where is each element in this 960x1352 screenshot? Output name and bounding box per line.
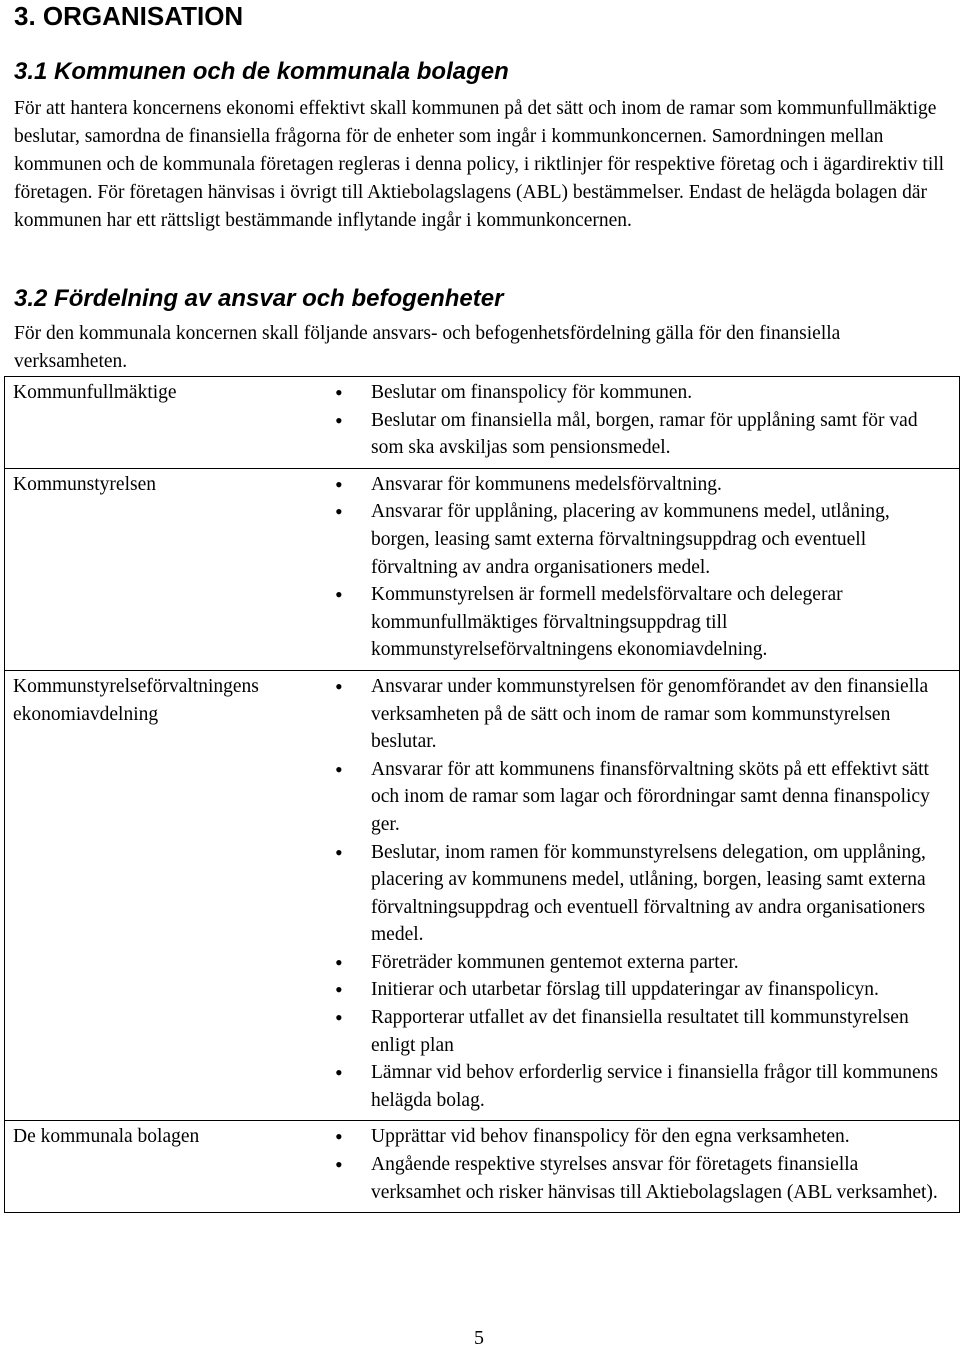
duty-list [325, 673, 951, 1115]
section-heading-3-2: 3.2 Fördelning av ansvar och befogenheter [14, 285, 504, 312]
duty-list [325, 471, 951, 664]
page-number: 5 [474, 1327, 484, 1349]
list-item: • Beslutar, inom ramen för kommunstyrelsens delegation, om upplåning, placering av kommunens medel, utlåning, borgen, leasing samt externa förvaltningsuppdrag och eventuell förvaltning av andra organisationers medel. [325, 839, 951, 949]
list-item: • Beslutar om finanspolicy för kommunen. [325, 379, 951, 407]
table-row [5, 670, 960, 1121]
duties-cell [325, 670, 960, 1121]
list-item: • Ansvarar för att kommunens finansförvaltning sköts på ett effektivt sätt och inom de ramar som lagar och förordningar samt denna finanspolicy ger. [325, 756, 951, 839]
table-row [5, 468, 960, 670]
list-item: • Ansvarar under kommunstyrelsen för genomförandet av den finansiella verksamheten på de sätt och inom de ramar som kommunstyrelsen beslutar. [325, 673, 951, 756]
duty-list [325, 1123, 951, 1206]
list-item: • Rapporterar utfallet av det finansiella resultatet till kommunstyrelsen enligt plan [325, 1004, 951, 1059]
duty-list [325, 379, 951, 462]
responsibility-table [4, 376, 960, 1213]
list-item: • Ansvarar för upplåning, placering av kommunens medel, utlåning, borgen, leasing samt externa förvaltningsuppdrag och eventuell förvaltning av andra organisationers medel. [325, 498, 951, 581]
chapter-heading: 3. ORGANISATION [14, 1, 244, 31]
role-cell: Kommunstyrelseförvaltningens ekonomiavdelning [5, 670, 326, 1121]
list-item: • Företräder kommunen gentemot externa parter. [325, 949, 951, 977]
role-cell: De kommunala bolagen [5, 1121, 326, 1213]
list-item: • Upprättar vid behov finanspolicy för den egna verksamheten. [325, 1123, 951, 1151]
list-item: • Ansvarar för kommunens medelsförvaltning. [325, 471, 951, 499]
duties-cell [325, 1121, 960, 1213]
table-row [5, 377, 960, 469]
section-paragraph-3-1: För att hantera koncernens ekonomi effektivt skall kommunen på det sätt och inom de ramar som kommunfullmäktige beslutar, samordna de finansiella frågorna för de enheter som ingår i kommunkoncernen. Samordningen mellan kommunen och de kommunala företagen regleras i denna policy, i riktlinjer för respektive företag och i ägardirektiv till företagen. För företagen hänvisas i övrigt till Aktiebolagslagens (ABL) bestämmelser. Endast de helägda bolagen där kommunen har ett rättsligt bestämmande inflytande ingår i kommunkoncernen. [14, 98, 945, 231]
table-row [5, 1121, 960, 1213]
duties-cell [325, 377, 960, 469]
section-paragraph-3-2: För den kommunala koncernen skall följande ansvars- och befogenhetsfördelning gälla för den finansiella verksamheten. [14, 323, 841, 372]
list-item: • Initierar och utarbetar förslag till uppdateringar av finanspolicyn. [325, 976, 951, 1004]
list-item: • Lämnar vid behov erforderlig service i finansiella frågor till kommunens helägda bolag. [325, 1059, 951, 1114]
list-item: • Angående respektive styrelses ansvar för företagets finansiella verksamhet och risker hänvisas till Aktiebolagslagen (ABL verksamhet). [325, 1151, 951, 1206]
role-cell: Kommunfullmäktige [5, 377, 326, 469]
list-item: • Beslutar om finansiella mål, borgen, ramar för upplåning samt för vad som ska avskiljas som pensionsmedel. [325, 407, 951, 462]
role-cell: Kommunstyrelsen [5, 468, 326, 670]
duties-cell [325, 468, 960, 670]
list-item: • Kommunstyrelsen är formell medelsförvaltare och delegerar kommunfullmäktiges förvaltningsuppdrag till kommunstyrelseförvaltningens ekonomiavdelning. [325, 581, 951, 664]
section-heading-3-1: 3.1 Kommunen och de kommunala bolagen [14, 58, 509, 85]
